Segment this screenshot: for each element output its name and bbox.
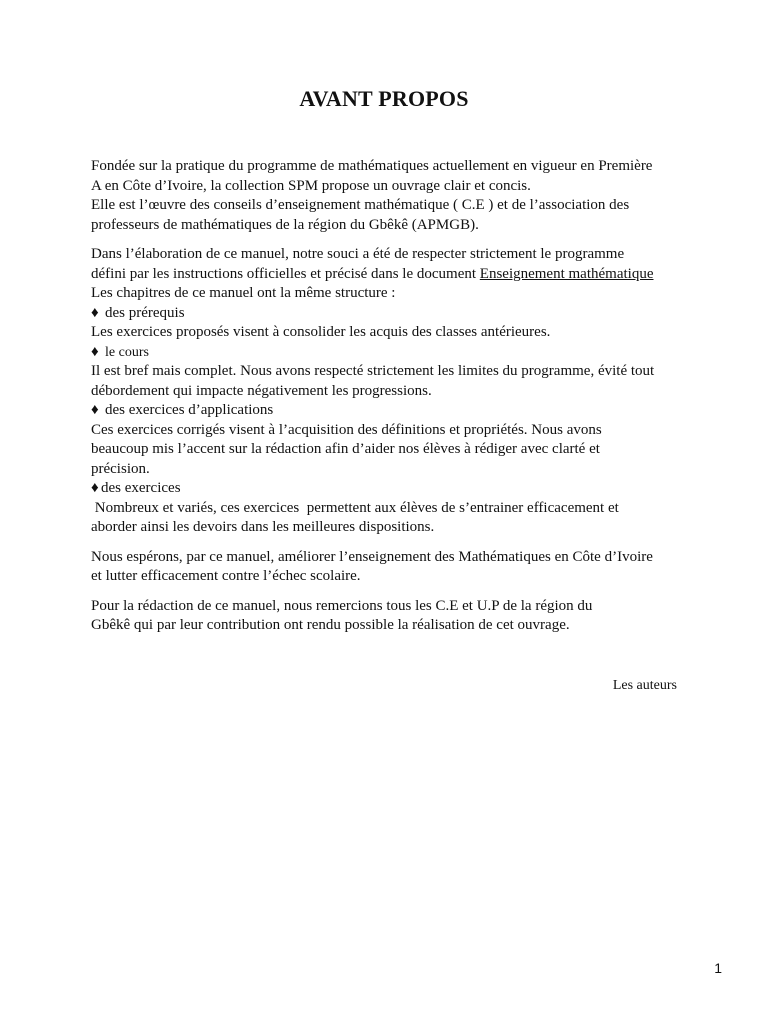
diamond-bullet-icon: ♦	[91, 304, 99, 321]
section-heading-label: des exercices	[101, 480, 181, 496]
paragraph-line: Nous espérons, par ce manuel, améliorer l’enseignement des Mathématiques en Côte d’Ivoire	[91, 548, 653, 565]
paragraph-line: Pour la rédaction de ce manuel, nous remercions tous les C.E et U.P de la région du	[91, 597, 593, 614]
page-title: AVANT PROPOS	[299, 86, 469, 111]
section-heading-label: des exercices d’applications	[105, 402, 274, 418]
paragraph-line: Elle est l’œuvre des conseils d’enseignement mathématique ( C.E ) et de l’association des	[91, 197, 630, 213]
section-line: précision.	[91, 460, 150, 477]
section-line: Nombreux et variés, ces exercices permettent aux élèves de s’entrainer efficacement et	[91, 499, 619, 516]
paragraph-line: et lutter efficacement contre l’échec scolaire.	[91, 568, 361, 584]
paragraph-line	[91, 265, 691, 285]
section-line: Les exercices proposés visent à consolider les acquis des classes antérieures.	[91, 324, 551, 340]
page-number: 1	[714, 960, 722, 976]
section-line: débordement qui impacte négativement les progressions.	[91, 382, 432, 399]
diamond-bullet-icon: ♦	[91, 480, 99, 496]
section-heading-label: des prérequis	[105, 304, 185, 321]
document-reference-underlined: Enseignement mathématique	[479, 265, 654, 282]
diamond-bullet-icon: ♦	[91, 343, 99, 360]
paragraph-line: A en Côte d’Ivoire, la collection SPM propose un ouvrage clair et concis.	[91, 177, 531, 194]
paragraph-text: défini par les instructions officielles et précisé dans le document	[91, 265, 480, 282]
section-heading-exercices	[91, 479, 691, 499]
diamond-bullet-icon: ♦	[91, 402, 99, 418]
section-heading-cours	[91, 343, 691, 363]
section-line: Il est bref mais complet. Nous avons respecté strictement les limites du programme, évité tout	[91, 363, 655, 379]
section-line: aborder ainsi les devoirs dans les meilleures dispositions.	[91, 519, 435, 535]
paragraph-line: professeurs de mathématiques de la région du Gbêkê (APMGB).	[91, 216, 479, 233]
section-heading-label: le cours	[105, 344, 149, 360]
paragraph-line: Gbêkê qui par leur contribution ont rendu possible la réalisation de cet ouvrage.	[91, 617, 570, 633]
section-line: beaucoup mis l’accent sur la rédaction afin d’aider nos élèves à rédiger avec clarté et	[91, 441, 600, 457]
section-line: Ces exercices corrigés visent à l’acquisition des définitions et propriétés. Nous avons	[91, 421, 602, 438]
paragraph-line: Dans l’élaboration de ce manuel, notre souci a été de respecter strictement le programme	[91, 246, 625, 262]
document-body	[91, 157, 691, 636]
paragraph-line: Les chapitres de ce manuel ont la même structure :	[91, 285, 396, 301]
signature: Les auteurs	[612, 678, 677, 693]
section-heading-prerequis	[91, 304, 691, 324]
section-heading-applications	[91, 401, 691, 421]
paragraph-line: Fondée sur la pratique du programme de mathématiques actuellement en vigueur en Première	[91, 158, 653, 174]
